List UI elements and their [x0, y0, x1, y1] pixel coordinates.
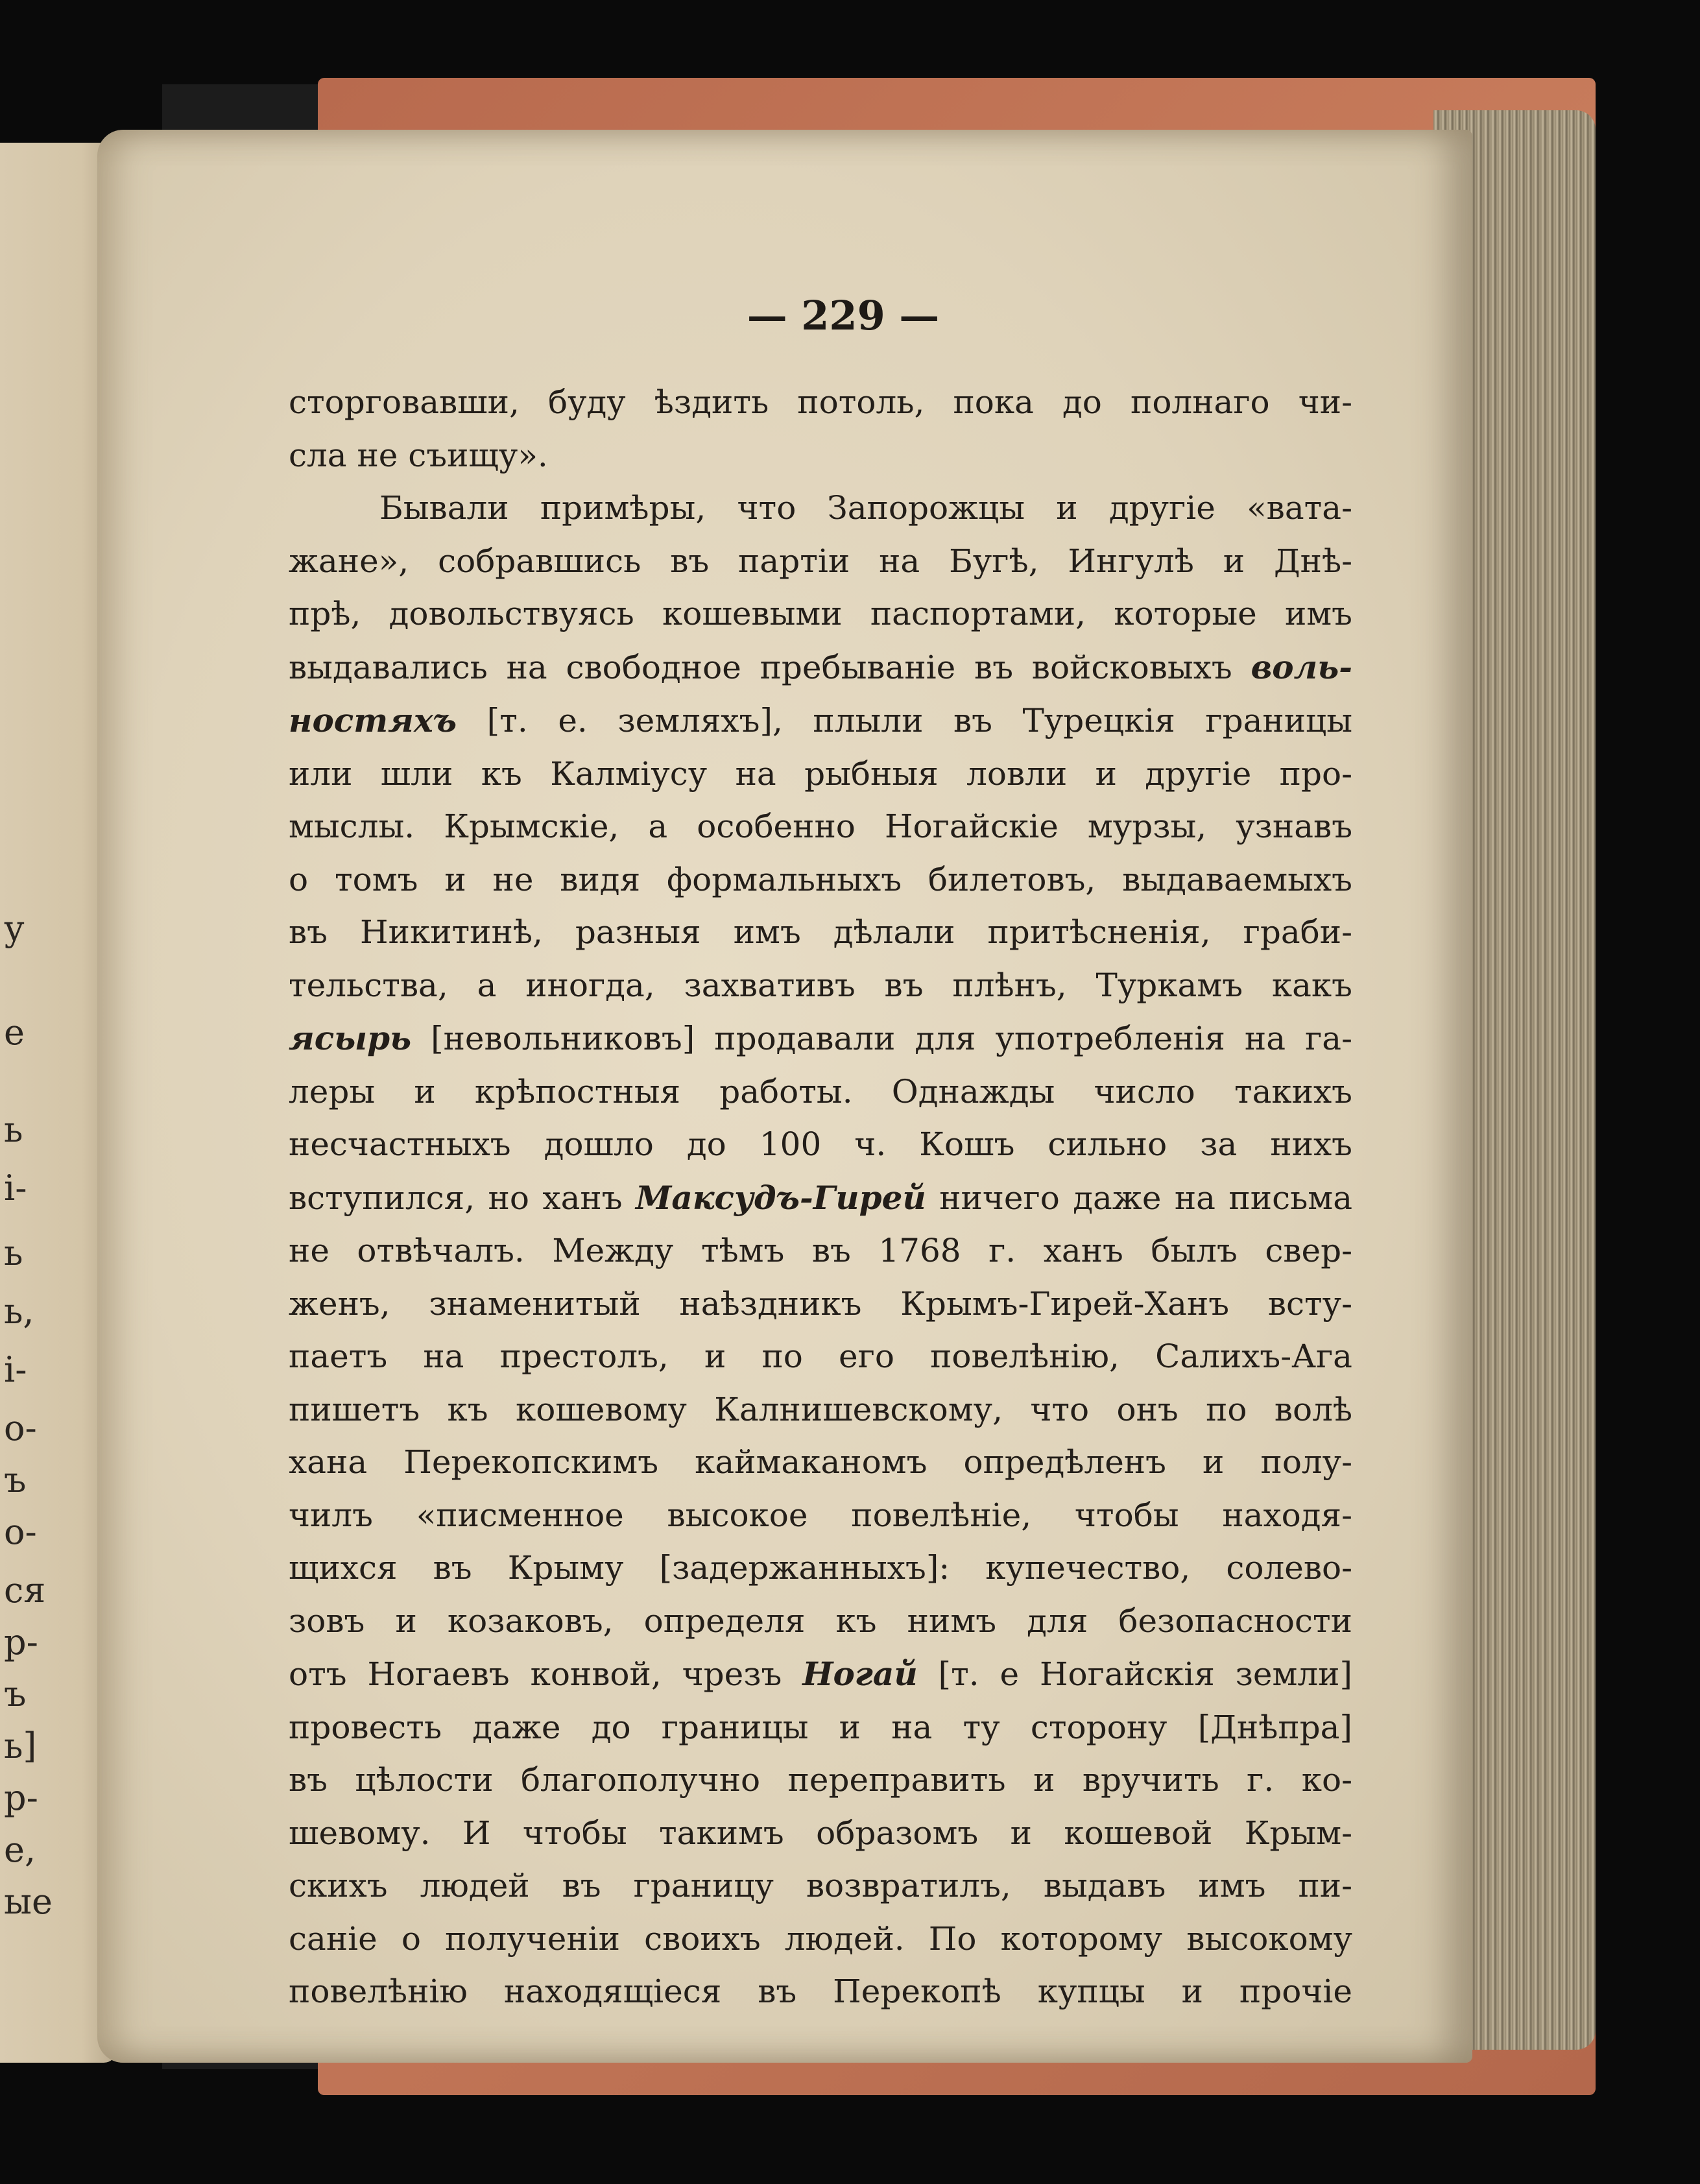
text-line: въ Никитинѣ, разныя имъ дѣлали притѣсненія, граби-: [289, 913, 1352, 951]
text-segment: отъ Ногаевъ конвой, чрезъ: [289, 1655, 803, 1693]
text-line: сла не съищу».: [289, 436, 548, 474]
left-page-fragment: р-: [4, 1777, 38, 1818]
text-line: пишетъ къ кошевому Калнишевскому, что онъ по волѣ: [289, 1390, 1352, 1428]
text-line: паетъ на престолъ, и по его повелѣнію, Салихъ-Ага: [289, 1338, 1352, 1375]
text-segment: [т. е. земляхъ], плыли въ Турецкія границы: [457, 702, 1352, 739]
italic-term: Максудъ-Гирей: [635, 1178, 926, 1217]
left-page-fragment: о-: [4, 1408, 37, 1448]
left-page-fragment: і-: [4, 1168, 27, 1208]
left-page-fragment: е: [4, 1012, 25, 1053]
left-page-fragment: ся: [4, 1570, 46, 1611]
page-number: — 229 —: [747, 292, 940, 339]
left-page-fragment: у: [4, 908, 25, 949]
left-page-fragment: і-: [4, 1349, 27, 1390]
text-line: хана Перекопскимъ каймаканомъ опредѣленъ и полу-: [289, 1443, 1352, 1481]
text-line: скихъ людей въ границу возвратилъ, выдавъ имъ пи-: [289, 1867, 1352, 1904]
italic-term: ностяхъ: [289, 701, 457, 739]
page-text: [289, 376, 1352, 2019]
italic-term: ясырь: [289, 1019, 412, 1057]
left-page-fragment: о-: [4, 1511, 37, 1552]
left-page-fragment: ь,: [4, 1291, 34, 1332]
italic-term: Ногай: [802, 1655, 918, 1693]
book-page: [97, 130, 1472, 2063]
text-line: [289, 1171, 1352, 1225]
text-segment: [невольниковъ] продавали для употребленія на га-: [411, 1020, 1352, 1057]
text-line: въ цѣлости благополучно переправить и вручить г. ко-: [289, 1761, 1352, 1799]
left-page-fragment: ые: [4, 1881, 53, 1922]
text-line: саніе о полученіи своихъ людей. По которому высокому: [289, 1919, 1352, 1958]
text-line: [289, 1648, 1352, 1701]
text-segment: ничего даже на письма: [926, 1179, 1353, 1217]
text-line: шевому. И чтобы такимъ образомъ и кошевой Крым-: [289, 1814, 1352, 1852]
left-page-fragment: ь: [4, 1109, 23, 1150]
text-line: [289, 1012, 1352, 1066]
italic-term: воль-: [1251, 647, 1352, 686]
left-page-fragment: ъ: [4, 1674, 27, 1714]
text-line: мыслы. Крымскіе, а особенно Ногайскіе мурзы, узнавъ: [289, 808, 1352, 845]
text-line: [289, 641, 1352, 695]
text-line: несчастныхъ дошло до 100 ч. Кошъ сильно за нихъ: [289, 1125, 1352, 1163]
left-page-fragment: ь]: [4, 1725, 37, 1766]
text-line: чилъ «писменное высокое повелѣніе, чтобы находя-: [289, 1496, 1352, 1534]
text-line: прѣ, довольствуясь кошевыми паспортами, которые имъ: [289, 595, 1352, 632]
left-page-fragment: ъ: [4, 1459, 27, 1500]
text-line: о томъ и не видя формальныхъ билетовъ, выдаваемыхъ: [289, 860, 1352, 898]
text-line: [289, 694, 1352, 748]
text-segment: вступился, но ханъ: [289, 1179, 636, 1217]
text-line: или шли къ Калміусу на рыбныя ловли и другіе про-: [289, 754, 1352, 793]
text-line: женъ, знаменитый наѣздникъ Крымъ-Гирей-Ханъ всту-: [289, 1284, 1352, 1323]
left-page-fragment: ь: [4, 1232, 23, 1273]
text-line: сторговавши, буду ѣздить потоль, пока до полнаго чи-: [289, 383, 1352, 421]
text-segment: выдавались на свободное пребываніе въ войсковыхъ: [289, 648, 1251, 686]
text-line: леры и крѣпостныя работы. Однажды число такихъ: [289, 1072, 1352, 1110]
text-line: повелѣнію находящіеся въ Перекопѣ купцы и прочіе: [289, 1973, 1352, 2010]
text-line: щихся въ Крыму [задержанныхъ]: купечество, солево-: [289, 1549, 1352, 1587]
text-line: жане», собравшись въ партіи на Бугѣ, Ингулѣ и Днѣ-: [289, 542, 1352, 580]
text-line: провесть даже до границы и на ту сторону [Днѣпра]: [289, 1708, 1352, 1746]
text-line: Бывали примѣры, что Запорожцы и другіе «вата-: [379, 489, 1352, 527]
text-line: зовъ и козаковъ, определя къ нимъ для безопасности: [289, 1602, 1352, 1640]
text-segment: [т. е Ногайскія земли]: [917, 1655, 1352, 1693]
left-page-fragment: р-: [4, 1622, 38, 1662]
text-line: не отвѣчалъ. Между тѣмъ въ 1768 г. ханъ былъ свер-: [289, 1232, 1352, 1269]
text-line: тельства, а иногда, захвативъ въ плѣнъ, Туркамъ какъ: [289, 966, 1352, 1004]
left-page-fragment: е,: [4, 1829, 36, 1870]
